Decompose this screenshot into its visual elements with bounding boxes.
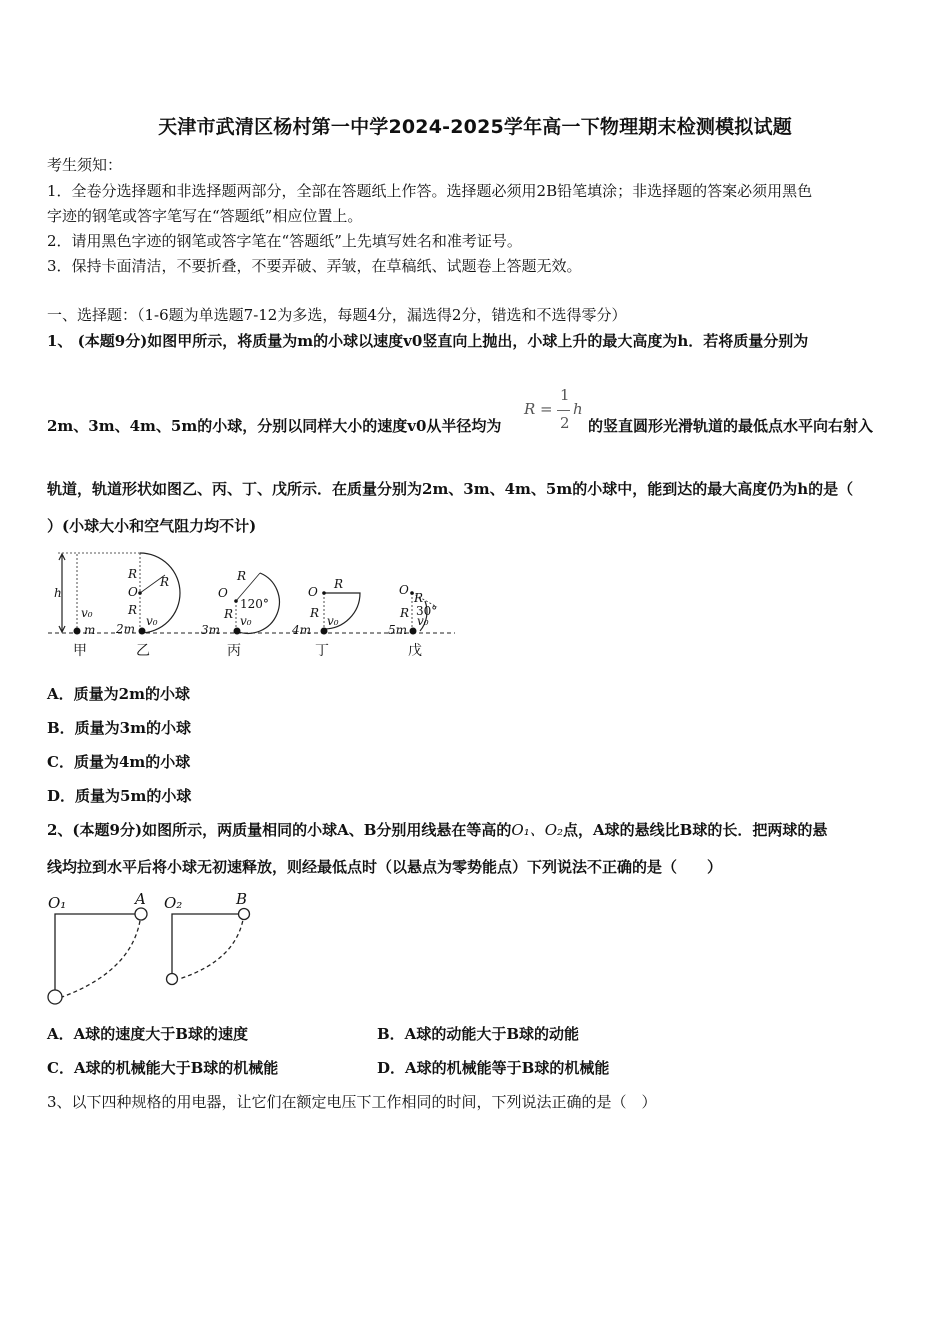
label-r: R <box>400 606 410 620</box>
q1-line: 轨道，轨道形状如图乙、丙、丁、戊所示．在质量分别为2m、3m、4m、5m的小球中，能到达的最大高度仍为h的是（ <box>47 480 854 498</box>
label-o2: O₂ <box>164 894 183 912</box>
label-o1: O₁ <box>48 894 67 912</box>
label-o: O <box>218 586 228 600</box>
q1-line: 的竖直圆形光滑轨道的最低点水平向右射入 <box>588 417 874 435</box>
q2-option-d[interactable]: D．A球的机械能等于B球的机械能 <box>377 1059 610 1077</box>
formula-var: h <box>573 400 583 418</box>
q1-option-b[interactable]: B．质量为3m的小球 <box>47 719 191 737</box>
label-r: R <box>128 603 138 617</box>
label-m: m <box>84 623 96 637</box>
notice-item: 字迹的钢笔或答字笔写在“答题纸”相应位置上。 <box>47 207 363 225</box>
q1-option-c[interactable]: C．质量为4m的小球 <box>47 753 191 771</box>
label-2m: 2m <box>116 622 136 636</box>
label-o: O <box>308 585 318 599</box>
q3-line: 3、以下四种规格的用电器，让它们在额定电压下工作相同的时间，下列说法正确的是（ ） <box>47 1093 657 1111</box>
label-b: B <box>236 890 248 908</box>
ball-5m <box>410 628 417 635</box>
q2-line: 线均拉到水平后将小球无初速释放，则经最低点时（以悬点为零势能点）下列说法不正确的是（ ） <box>47 858 723 876</box>
q1-option-a[interactable]: A．质量为2m的小球 <box>47 685 190 703</box>
label-h: h <box>54 586 62 600</box>
label-o: O <box>128 585 138 599</box>
ball-a-bottom <box>48 990 62 1004</box>
caption-jia: 甲 <box>73 643 87 659</box>
label-r: R <box>128 567 138 581</box>
notice-item: 1．全卷分选择题和非选择题两部分，全部在答题纸上作答。选择题必须用2B铅笔填涂；非选择题的答案必须用黑色 <box>47 182 813 200</box>
q1-line: 2m、3m、4m、5m的小球，分别以同样大小的速度v0从半径均为 <box>47 417 502 435</box>
formula-r-half-h <box>524 388 588 436</box>
label-30: 30° <box>416 604 438 618</box>
label-4m: 4m <box>292 623 312 637</box>
label-v0: v₀ <box>327 614 339 628</box>
notice-item: 3．保持卡面清洁，不要折叠，不要弄破、弄皱，在草稿纸、试题卷上答题无效。 <box>47 257 582 275</box>
ball-m <box>74 628 81 635</box>
q2-o1o2: O₁、O₂ <box>511 821 564 839</box>
caption-yi: 乙 <box>136 643 150 659</box>
label-v0: v₀ <box>146 614 158 628</box>
ball-b-bottom <box>167 974 178 985</box>
label-r: R <box>334 577 344 591</box>
q2-option-b[interactable]: B．A球的动能大于B球的动能 <box>377 1025 579 1043</box>
label-o: O <box>399 583 409 597</box>
notice-item: 2．请用黑色字迹的钢笔或答字笔在“答题纸”上先填写姓名和准考证号。 <box>47 232 522 250</box>
label-v0: v₀ <box>417 614 429 628</box>
label-v0: v₀ <box>240 614 252 628</box>
label-v0: v₀ <box>81 606 93 620</box>
label-r: R <box>160 575 170 589</box>
caption-bing: 丙 <box>227 643 241 659</box>
caption-wu: 戊 <box>408 643 422 659</box>
q1-figure <box>40 545 460 663</box>
page-title: 天津市武清区杨村第一中学2024-2025学年高一下物理期末检测模拟试题 <box>158 116 792 138</box>
q1-option-d[interactable]: D．质量为5m的小球 <box>47 787 192 805</box>
q2-option-c[interactable]: C．A球的机械能大于B球的机械能 <box>47 1059 279 1077</box>
label-a: A <box>135 890 146 908</box>
q2-line1b: 点，A球的悬线比B球的长．把两球的悬 <box>563 821 828 839</box>
label-120: 120° <box>240 597 269 611</box>
q2-figure <box>40 888 260 1010</box>
ball-a-top <box>135 908 147 920</box>
label-3m: 3m <box>201 623 221 637</box>
label-r: R <box>414 591 424 605</box>
caption-ding: 丁 <box>315 643 329 659</box>
formula-den: 2 <box>560 414 570 432</box>
formula-lhs: R = <box>524 400 553 418</box>
ball-2m <box>139 628 146 635</box>
label-5m: 5m <box>388 623 408 637</box>
q2-line1a: 2、(本题9分)如图所示，两质量相同的小球A、B分别用线悬在等高的 <box>47 821 512 839</box>
formula-num: 1 <box>560 386 570 404</box>
notice-heading: 考生须知： <box>47 156 123 174</box>
q2-line <box>47 819 827 840</box>
ball-3m <box>234 628 241 635</box>
label-r: R <box>237 569 247 583</box>
label-r: R <box>224 607 234 621</box>
q2-option-a[interactable]: A．A球的速度大于B球的速度 <box>47 1025 248 1043</box>
section-heading: 一、选择题：（1-6题为单选题7-12为多选，每题4分，漏选得2分，错选和不选得零分） <box>47 306 627 324</box>
ball-b-top <box>239 909 250 920</box>
label-r: R <box>310 606 320 620</box>
q1-line: ）(小球大小和空气阻力均不计) <box>47 517 257 535</box>
q1-line: 1、 (本题9分)如图甲所示，将质量为m的小球以速度v0竖直向上抛出，小球上升的最大高度为h．若将质量分别为 <box>47 332 809 350</box>
ball-4m <box>321 628 328 635</box>
